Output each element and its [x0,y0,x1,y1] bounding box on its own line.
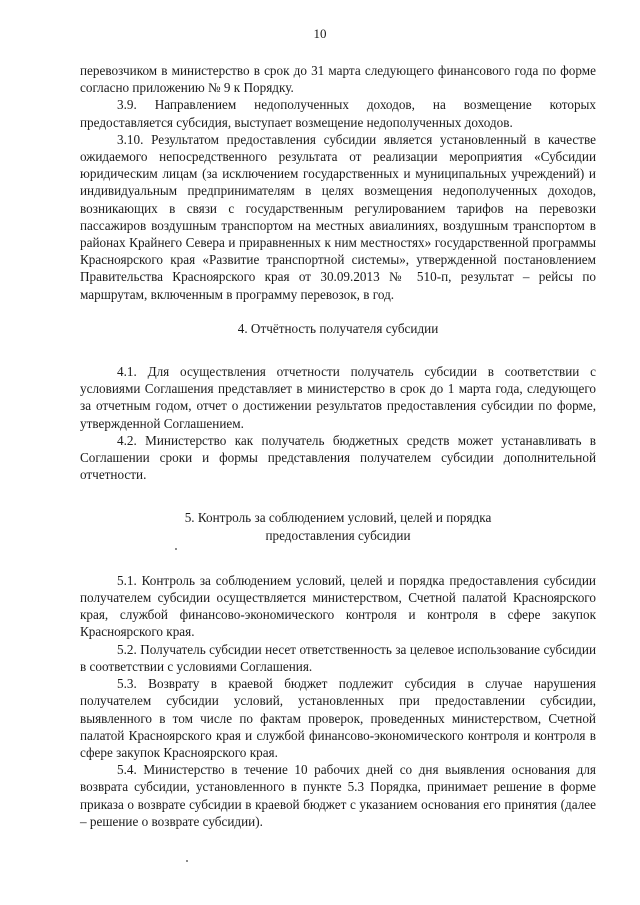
spacer [80,544,596,572]
paragraph-3-9: 3.9. Направлением недополученных доходов, на возмещение которых предоставляется субсидия, выступает возмещение недополученных доходов. [80,97,596,130]
scan-speck [175,548,177,550]
paragraph-4-2: 4.2. Министерство как получатель бюджетных средств может устанавливать в Соглашении сроки и формы представления получателем субсидии дополнительной отчетности. [80,432,596,483]
spacer [80,303,596,320]
paragraph-3-10: 3.10. Результатом предоставления субсидии является установленный в качестве ожидаемого непосредственного результата от реализации мероприятия «Субсидии юридическим лицам (за исключением государственных и муниципальных учреждений) и индивидуальным предпринимателям в целях возмещения недополученных доходов, возникающих в связи с государственным регулированием тарифов на перевозки пассажиров воздушным транспортом на местных авиалиниях, воздушным транспортом в районах Крайнего Севера и приравненных к ним местностях» государственной программы Красноярского края «Развитие транспортной системы», утвержденной постановлением Правительства Красноярского края от 30.09.2013 № 510-п, результат – рейсы по маршрутам, включенным в программу перевозок, в год. [80,131,596,302]
paragraph-5-2: 5.2. Получатель субсидии несет ответственность за целевое использование субсидии в соответствии с условиями Соглашения. [80,641,596,674]
document-body [80,62,596,830]
paragraph-3-8-continuation: перевозчиком в министерство в срок до 31 марта следующего финансового года по форме согласно приложению № 9 к Порядку. [80,63,596,96]
paragraph-5-4: 5.4. Министерство в течение 10 рабочих дней со дня выявления основания для возврата субсидии, установленного в пункте 5.3 Порядка, принимает решение в форме приказа о возврате субсидии в краевой бюджет с указанием основания его принятия (далее – решение о возврате субсидии). [80,762,596,829]
section-5-heading-line-1: 5. Контроль за соблюдением условий, целей и порядка [184,510,492,526]
paragraph-5-3: 5.3. Возврату в краевой бюджет подлежит субсидия в случае нарушения получателем субсидии условий, установленных при предоставлении субсидии, выявленного в том числе по фактам проверок, проведенных министерством, Счетной палатой Красноярского края и службой финансово-экономического контроля и контроля в сфере закупок Красноярского края. [80,676,596,760]
scan-speck [186,860,188,862]
section-4-heading: 4. Отчётность получателя субсидии [237,320,439,336]
section-5-heading-line-2: предоставления субсидии [265,527,411,543]
spacer [80,337,596,363]
spacer [80,483,596,509]
page-number: 10 [313,26,327,41]
paragraph-5-1: 5.1. Контроль за соблюдением условий, целей и порядка предоставления субсидии получателем субсидии осуществляется министерством, Счетной палатой Красноярского края, службой финансово-экономического контроля и контроля в сфере закупок Красноярского края. [80,572,596,640]
paragraph-4-1: 4.1. Для осуществления отчетности получатель субсидии в соответствии с условиями Соглашения представляет в министерство в срок до 1 марта года, следующего за отчетным годом, отчет о достижении результатов предоставления субсидии по форме, утвержденной Соглашением. [80,364,596,431]
